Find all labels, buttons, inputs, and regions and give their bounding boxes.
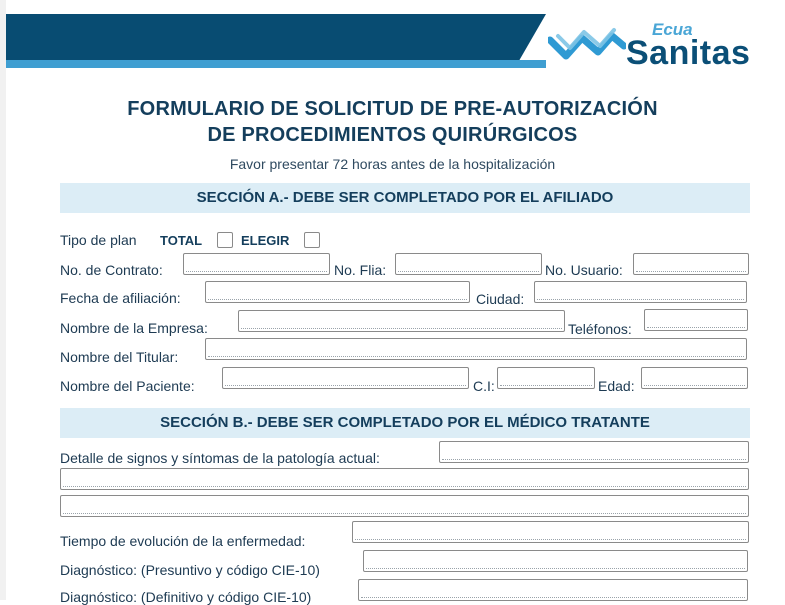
- paciente-label: Nombre del Paciente:: [60, 378, 195, 394]
- diag-definitivo-field[interactable]: [358, 579, 748, 601]
- usuario-field[interactable]: [633, 253, 749, 275]
- ciudad-field[interactable]: [534, 281, 747, 303]
- detalle-label: Detalle de signos y síntomas de la patología actual:: [60, 450, 380, 466]
- elegir-label: ELEGIR: [241, 233, 290, 248]
- logo-wave-icon: [548, 26, 626, 66]
- edad-field[interactable]: [641, 367, 748, 389]
- header-stripe: [6, 60, 546, 68]
- elegir-checkbox[interactable]: [304, 232, 320, 248]
- contrato-field[interactable]: [183, 253, 330, 275]
- edad-label: Edad:: [598, 378, 635, 394]
- titular-field[interactable]: [205, 338, 747, 360]
- detalle-field[interactable]: [439, 441, 749, 463]
- flia-label: No. Flia:: [334, 262, 387, 278]
- form-title-line1: FORMULARIO DE SOLICITUD DE PRE-AUTORIZACIÓN: [127, 98, 658, 120]
- contrato-label: No. de Contrato:: [60, 262, 163, 278]
- empresa-field[interactable]: [238, 310, 565, 332]
- section-a-header: SECCIÓN A.- DEBE SER COMPLETADO POR EL AFILIADO: [60, 183, 750, 213]
- form-subtitle: Favor presentar 72 horas antes de la hospitalización: [229, 156, 556, 172]
- total-checkbox[interactable]: [217, 232, 233, 248]
- ci-label: C.I:: [473, 378, 495, 394]
- tiempo-evolucion-label: Tiempo de evolución de la enfermedad:: [60, 533, 306, 549]
- diag-definitivo-label: Diagnóstico: (Definitivo y código CIE-10): [60, 589, 312, 605]
- detalle-field-line2[interactable]: [60, 468, 749, 490]
- telefonos-field[interactable]: [644, 309, 748, 331]
- empresa-label: Nombre de la Empresa:: [60, 320, 208, 336]
- section-b-header: SECCIÓN B.- DEBE SER COMPLETADO POR EL MÉDICO TRATANTE: [60, 408, 750, 438]
- ci-field[interactable]: [497, 367, 595, 389]
- logo-text-sanitas: Sanitas: [626, 34, 751, 72]
- total-label: TOTAL: [160, 233, 203, 248]
- diag-presuntivo-label: Diagnóstico: (Presuntivo y código CIE-10): [60, 562, 320, 578]
- ciudad-label: Ciudad:: [476, 291, 525, 307]
- tiempo-evolucion-field[interactable]: [352, 521, 749, 543]
- page-edge: [0, 0, 6, 600]
- header-band: [6, 14, 516, 66]
- fecha-afiliacion-field[interactable]: [205, 281, 470, 303]
- telefonos-label: Teléfonos:: [568, 321, 632, 337]
- tipo-plan-label: Tipo de plan: [60, 232, 137, 248]
- diag-presuntivo-field[interactable]: [363, 550, 748, 572]
- detalle-field-line3[interactable]: [60, 495, 749, 517]
- form-title-line2: DE PROCEDIMIENTOS QUIRÚRGICOS: [207, 124, 578, 146]
- titular-label: Nombre del Titular:: [60, 349, 179, 365]
- usuario-label: No. Usuario:: [545, 262, 623, 278]
- paciente-field[interactable]: [222, 367, 469, 389]
- ecuasanitas-logo: [548, 20, 778, 72]
- fecha-afiliacion-label: Fecha de afiliación:: [60, 290, 181, 306]
- logo-text-ecua: Ecua: [652, 20, 693, 39]
- flia-field[interactable]: [395, 253, 542, 275]
